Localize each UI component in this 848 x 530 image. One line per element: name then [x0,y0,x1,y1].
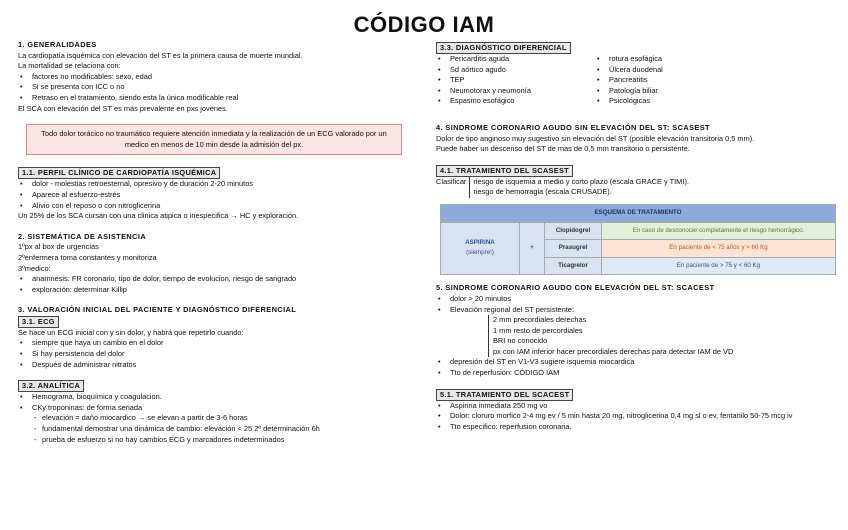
section-5-1-heading: 5.1. TRATAMIENTO DEL SCACEST [436,389,573,401]
list-item: - elevación = daño miocardico → se elevan a partir de 3-6 horas [42,413,410,424]
drug-note: En paciente de > 75 y < 60 Kg [602,257,836,275]
bullet-list [436,54,595,107]
criteria-item: 2 mm precordiales derechas [493,315,587,325]
criteria-item: 1 mm resto de percordiales [493,325,583,335]
list-item: • Tto especifico: reperfusion coronaria. [450,422,840,433]
risk-item: riesgo de hemorragia (escala CRUSADE). [473,187,612,197]
list-item: • CKy troponinas: de forma seriada [32,403,410,414]
list-item: • Patología biliar [609,86,754,97]
drug-note: En caso de desconocer completamente el riesgo hemorrágico. [602,222,836,240]
bullet-list [18,392,410,413]
aspirin-cell [441,222,520,275]
section-1-heading: 1. GENERALIDADES [18,40,97,49]
right-column [436,36,840,432]
criteria-item: px con IAM inferior hacer precordiales derechas para detectar IAM de VD [493,346,734,356]
list-item: - fundamental demostrar una dinámica de cambio: elevación < 25 2ª determinación 6h [42,424,410,435]
text-line: El SCA con elevación del ST es más prevalente en pxs jovenes. [18,103,228,113]
list-item: • Neumotorax y neumonía [450,86,595,97]
treatment-table-header: ESQUEMA DE TRATAMIENTO [441,204,836,222]
st-criteria [488,315,840,357]
bullet-list [18,274,410,295]
section-5-heading: 5. SINDROME CORONARIO AGUDO CON ELEVACIÓN DEL ST: SCACEST [436,283,715,293]
classify-label: Clasificar [436,176,467,186]
page-title: CÓDIGO IAM [353,12,495,37]
bullet-list [436,294,840,315]
section-2-heading: 2. SISTEMÁTICA DE ASISTENCIA [18,231,147,241]
list-item: • rotura esofágica [609,54,754,65]
text-line: 3ºmedico: [18,263,51,273]
bullet-list [436,357,840,378]
drug-note: En paciente de < 75 años y > 60 Kg [602,240,836,258]
list-item: • TEP [450,75,595,86]
text-line: La mortalidad se relaciona con: [18,61,121,71]
list-item: • Aspirina inmediata 250 mg vo [450,401,840,412]
drug-cell: Ticagrelor [545,257,602,275]
left-column [18,36,410,445]
text-line: Se hace un ECG inicial con y sin dolor, y habrá que repetirlo cuando: [18,327,244,337]
aspirin-label: ASPIRINA [465,238,495,246]
text-line: Dolor de tipo anginoso muy sugestivo sin elevación del ST (posible elevación transitoria 0,5 mm). [436,133,755,143]
list-item: • Aparece al esfuerzo-estrés [32,190,410,201]
bullet-list [18,72,410,104]
list-item: • Psicológicas [609,96,754,107]
list-item: • exploración: determinar Killip [32,285,410,296]
section-3-3-heading: 3.3. DIAGNÓSTICO DIFERENCIAL [436,42,571,54]
list-item: • factores no modificables: sexo, edad [32,72,410,83]
bullet-list [18,338,410,370]
warning-box: Todo dolor torácico no traumático requiere atención inmediata y la realización de un ECG valorado por un medico en menos de 10 min desde la admisión del px. [26,124,402,155]
list-item: • Si hay persistencia del dolor [32,349,410,360]
list-item: • Dolor: cloruro morfico 2-4 mg ev / 5 min hasta 20 mg, nitroglicerina 0,4 mg sl o ev, fentanilo 50-75 mcg iv [450,411,840,422]
aspirin-note: (siempre!) [466,249,494,257]
risk-item: riesgo de isquemia a medio y corto plazo (escala GRACE y TIMI). [473,176,689,186]
criteria-item: BRI no conocido [493,336,548,346]
bullet-list [18,179,410,211]
list-item: • Espasmo esofágico [450,96,595,107]
list-item: • Hemograma, bioquímica y coagulacion. [32,392,410,403]
list-item: • Elevación regional del ST persistente: [450,305,840,316]
text-line: Un 25% de los SCA cursan con una clinica atipica o inespecifica → HC y exploración. [18,211,299,221]
list-item: • Sd aórtico agudo [450,65,595,76]
text-line: La cardiopatía isquémica con elevación del ST es la primera causa de muerte mundial. [18,50,303,60]
list-item: • Pancreatitis [609,75,754,86]
bullet-list [595,54,754,107]
list-item: • depresión del ST en V1-V3 sugiere isquemia miocardica [450,357,840,368]
list-item: • Alivio con el reposo o con nitroglicerina [32,201,410,212]
dash-list [18,413,410,445]
list-item: • Si se presenta con ICC o no [32,82,410,93]
list-item: • anamnesis: FR coronario, tipo de dolor, tiempo de evolucion, riesgo de sangrado [32,274,410,285]
list-item: • Tto de reperfusion: CÓDIGO IAM [450,368,840,379]
list-item: • Después de administrar nitratos [32,360,410,371]
bullet-list [436,401,840,433]
diagnosis-columns [436,54,840,107]
section-1-1-heading: 1.1. PERFIL CLÍNICO DE CARDIOPATÍA ISQUÉMICA [18,167,220,179]
section-3-heading: 3. VALORACIÓN INICIAL DEL PACIENTE Y DIAGNÓSTICO DIFERENCIAL [18,305,297,315]
text-line: Puede haber un descenso del ST de mas de 0,5 mm transitorio o persistente. [436,144,690,154]
list-item: - prueba de esfuerzo si no hay cambios ECG y marcadores indeterminados [42,435,410,446]
list-item: • dolor > 20 minutos [450,294,840,305]
text-line: 2ºenfermera toma constantes y monitoriza [18,252,157,262]
treatment-table [440,204,836,275]
section-4-heading: 4. SINDROME CORONARIO AGUDO SIN ELEVACIÓN DEL ST: SCASEST [436,122,710,132]
section-4-1-heading: 4.1. TRATAMIENTO DEL SCASEST [436,165,573,177]
list-item: • Pericarditis aguda [450,54,595,65]
drug-cell: Clopidogrel [545,222,602,240]
risk-classification [436,177,840,198]
drug-cell: Prasugrel [545,240,602,258]
list-item: • Retraso en el tratamiento, siendo esta la única modificable real [32,93,410,104]
list-item: • Úlcera duodenal [609,65,754,76]
list-item: • dolor - molestias retroesternal, opresivo y de duración 2-20 minutos [32,179,410,190]
list-item: • siempre que haya un cambio en el dolor [32,338,410,349]
text-line: 1ºpx al box de urgencias [18,242,99,252]
plus-sign: + [520,222,545,275]
section-3-2-heading: 3.2. ANALÍTICA [18,380,84,392]
section-3-1-heading: 3.1. ECG [18,316,59,328]
